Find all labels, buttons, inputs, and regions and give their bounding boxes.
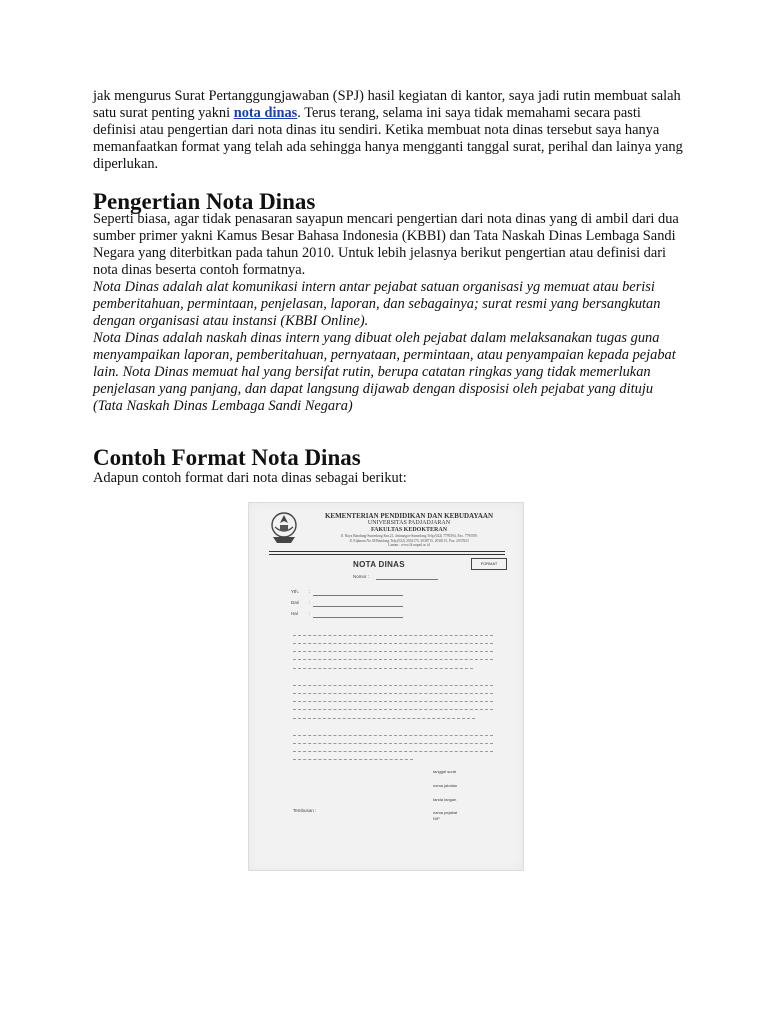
body-line — [293, 693, 493, 694]
pengertian-paragraph: Seperti biasa, agar tidak penasaran sayapun mencari pengertian dari nota dinas yang di ambil dari dua sumber primer yakni Kamus Besar Bahasa Indonesia (KBBI) dan Tata Naskah Dinas Lembaga Sandi Negara yang diterbitkan pada tahun 2010. Untuk lebih jelasnya berikut pengertian atau definisi dari nota dinas beserta contoh formatnya. — [93, 211, 679, 278]
intro-paragraph — [93, 88, 683, 173]
field-hal-colon: : — [309, 611, 311, 616]
definition-kbbi: Nota Dinas adalah alat komunikasi intern antar pejabat satuan organisasi yg memuat atau berisi pemberitahuan, permintaan, penjelasan, laporan, dan sebagainya; surat resmi yang bersangkutan dengan organisasi atau instansi (KBBI Online). — [93, 279, 661, 329]
field-hal-line — [313, 617, 403, 618]
body-line — [293, 651, 493, 652]
letterhead-faculty: FAKULTAS KEDOKTERAN — [370, 527, 448, 533]
signature-position: nama jabatan — [433, 783, 458, 788]
nota-dinas-form-image — [248, 502, 524, 871]
body-line — [293, 718, 475, 719]
field-hal-label: Hal — [291, 611, 298, 616]
field-yth-colon: : — [309, 589, 311, 594]
form-title: NOTA DINAS — [353, 560, 405, 569]
field-dari-line — [313, 606, 403, 607]
body-line — [293, 635, 493, 636]
letterhead-ministry: KEMENTERIAN PENDIDIKAN DAN KEBUDAYAAN — [324, 512, 494, 520]
pengertian-body — [93, 211, 683, 415]
tembusan-label: Tembusan : — [293, 808, 317, 813]
signature-nip: NIP — [433, 816, 440, 821]
field-yth-line — [313, 595, 403, 596]
body-line — [293, 759, 413, 760]
letterhead — [305, 513, 513, 548]
body-line — [293, 701, 493, 702]
field-dari-colon: : — [309, 600, 311, 605]
body-line — [293, 685, 493, 686]
body-line — [293, 751, 493, 752]
letterhead-address-1: Jl. Raya Bandung-Sumedang Km.21, Jatinangor-Sumedang Telp.(022) 7795594, Fax. 7795595 — [340, 534, 478, 538]
body-line — [293, 643, 493, 644]
letterhead-address-3: Laman : www.fk.unpad.ac.id — [388, 543, 430, 548]
definition-lsn: Nota Dinas adalah naskah dinas intern yang dibuat oleh pejabat dalam melaksanakan tugas guna menyampaikan laporan, pemberitahuan, pernyataan, permintaan, atau penyampaian kepada pejabat lain. Nota Dinas memuat hal yang bersifat rutin, berupa catatan ringkas yang tidak memerlukan penjelasan yang panjang, dan dapat langsung dijawab dengan disposisi oleh pejabat yang dituju (Tata Naskah Dinas Lembaga Sandi Negara) — [93, 330, 676, 414]
format-badge: FORMAT — [471, 558, 507, 570]
body-line — [293, 659, 493, 660]
heading-pengertian: Pengertian Nota Dinas — [93, 189, 316, 214]
letterhead-rule — [269, 551, 505, 555]
signature-date: tanggal surat — [433, 769, 457, 774]
intro-text-before-link: jak mengurus Surat Pertanggungjawaban (SPJ) hasil kegiatan di kantor, saya jadi rutin membuat salah satu surat penting yakni — [93, 88, 681, 121]
nomor-label: Nomor : — [353, 574, 370, 579]
nota-dinas-link[interactable]: nota dinas — [233, 105, 298, 121]
heading-contoh-format: Contoh Format Nota Dinas — [93, 445, 361, 470]
letterhead-address-2: Jl. Eijkman No.38 Bandung Telp.(022) 2032170, 2038715, 2038115, Fax. 2037823 — [349, 538, 469, 543]
body-line — [293, 668, 473, 669]
field-yth-label: Yth. — [291, 589, 300, 594]
contoh-format-paragraph: Adapun contoh format dari nota dinas sebagai berikut: — [93, 470, 407, 486]
signature-sign: tanda tangan — [433, 797, 457, 802]
body-line — [293, 743, 493, 744]
field-dari-label: Dari — [291, 600, 300, 605]
body-line — [293, 735, 493, 736]
signature-name: nama pejabat — [433, 810, 458, 815]
nomor-line — [376, 579, 438, 580]
letterhead-university: UNIVERSITAS PADJADJARAN — [367, 520, 451, 526]
body-line — [293, 709, 493, 710]
intro-text-after-link: . Terus terang, selama ini saya tidak memahami secara pasti definisi atau pengertian dari nota dinas itu sendiri. Ketika membuat nota dinas tersebut saya hanya memanfaatkan format yang telah ada sehingga hanya mengganti tanggal surat, perihal dan lainya yang diperlukan. — [93, 105, 683, 172]
university-emblem-icon — [269, 511, 299, 547]
